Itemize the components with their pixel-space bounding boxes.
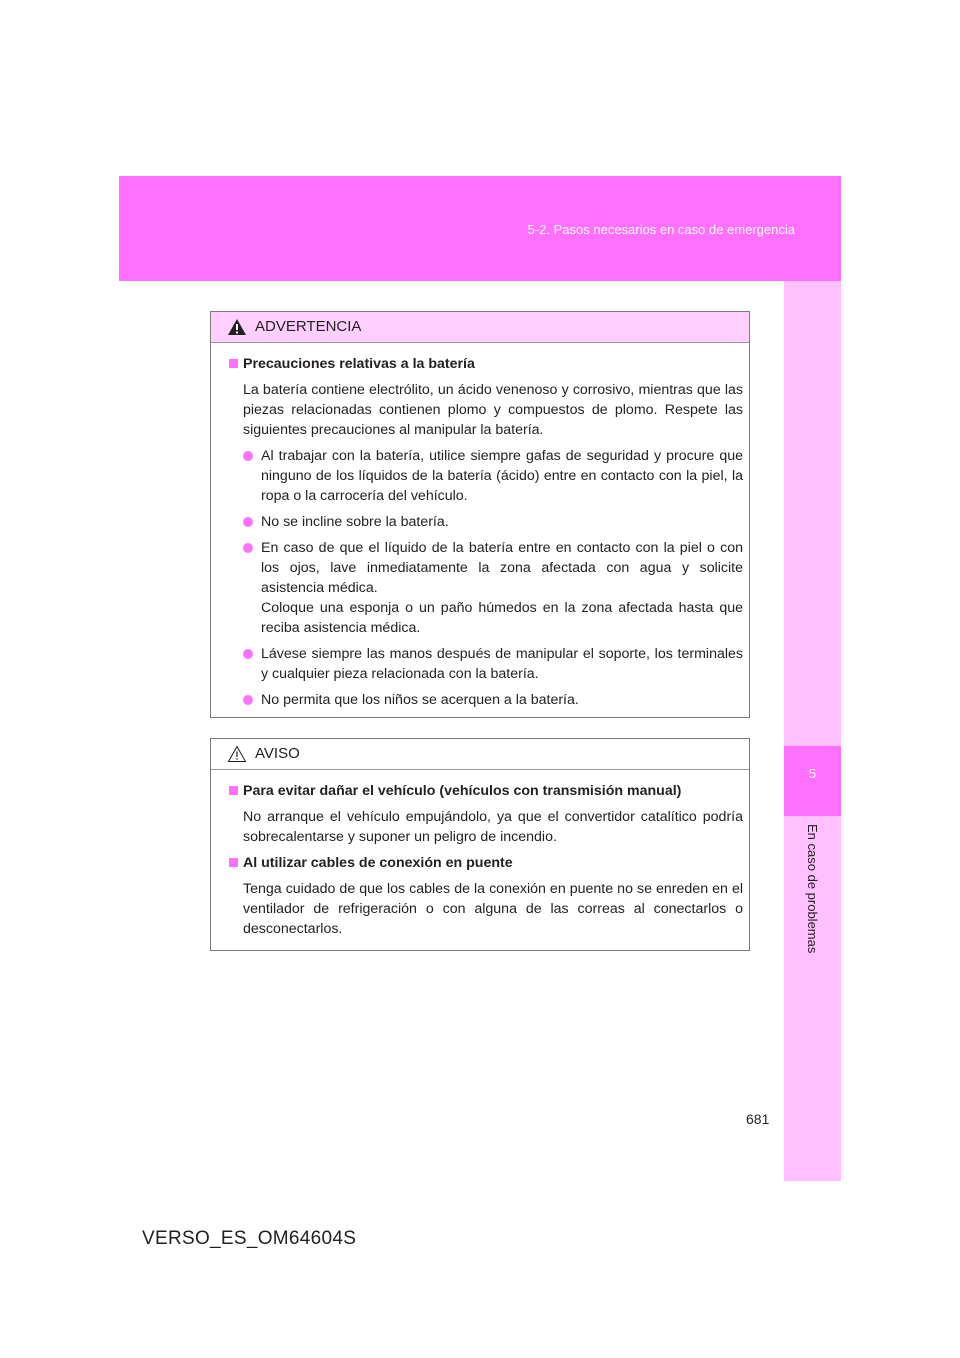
warning-box-title: ADVERTENCIA	[255, 318, 362, 335]
warning-section-title: Precauciones relativas a la batería	[229, 354, 743, 374]
chapter-label: En caso de problemas	[805, 824, 820, 954]
notice-triangle-icon	[227, 745, 247, 763]
notice-section-text: No arranque el vehículo empujándolo, ya que el convertidor catalítico podría sobrecalentarse y suponer un peligro de incendio.	[243, 809, 743, 845]
circle-bullet-icon	[243, 543, 253, 553]
list-item: Lávese siempre las manos después de manipular el soporte, los terminales y cualquier pieza relacionada con la batería.	[229, 644, 743, 684]
warning-triangle-icon	[227, 318, 247, 336]
page-number: 681	[746, 1111, 770, 1127]
warning-intro: La batería contiene electrólito, un ácido venenoso y corrosivo, mientras que las piezas relacionadas contienen plomo y compuestos de plomo. Respete las siguientes precauciones al manipular la batería.	[243, 382, 743, 438]
notice-section-title: Para evitar dañar el vehículo (vehículos con transmisión manual)	[229, 781, 743, 801]
circle-bullet-icon	[243, 451, 253, 461]
list-item: Al trabajar con la batería, utilice siempre gafas de seguridad y procure que ninguno de los líquidos de la batería (ácido) entre en contacto con la piel, la ropa o la carrocería del vehículo.	[229, 446, 743, 506]
list-item: En caso de que el líquido de la batería entre en contacto con la piel o con los ojos, lave inmediatamente la zona afectada con agua y solicite asistencia médica. Coloque una esponja o un paño húmedos en la zona afectada hasta que reciba asistencia médica.	[229, 538, 743, 638]
circle-bullet-icon	[243, 695, 253, 705]
notice-box-header	[211, 739, 749, 770]
circle-bullet-icon	[243, 649, 253, 659]
notice-section-text: Tenga cuidado de que los cables de la conexión en puente no se enreden en el ventilador de refrigeración o con alguna de las correas al conectarlos o desconectarlos.	[243, 881, 743, 937]
chapter-number: 5	[808, 766, 817, 781]
list-item: No permita que los niños se acerquen a la batería.	[229, 690, 743, 710]
circle-bullet-icon	[243, 517, 253, 527]
square-bullet-icon	[229, 858, 238, 867]
notice-section-title: Al utilizar cables de conexión en puente	[229, 853, 743, 873]
section-heading: 5-2. Pasos necesarios en caso de emergencia	[527, 222, 795, 237]
warning-box	[210, 311, 750, 718]
chapter-tab	[784, 746, 841, 816]
side-strip	[784, 281, 841, 1181]
header-band	[119, 176, 841, 281]
document-code: VERSO_ES_OM64604S	[142, 1228, 357, 1249]
warning-box-header	[211, 312, 749, 343]
notice-box-title: AVISO	[255, 745, 300, 762]
square-bullet-icon	[229, 359, 238, 368]
notice-box	[210, 738, 750, 951]
list-item: No se incline sobre la batería.	[229, 512, 743, 532]
square-bullet-icon	[229, 786, 238, 795]
chapter-label-area	[784, 816, 841, 996]
